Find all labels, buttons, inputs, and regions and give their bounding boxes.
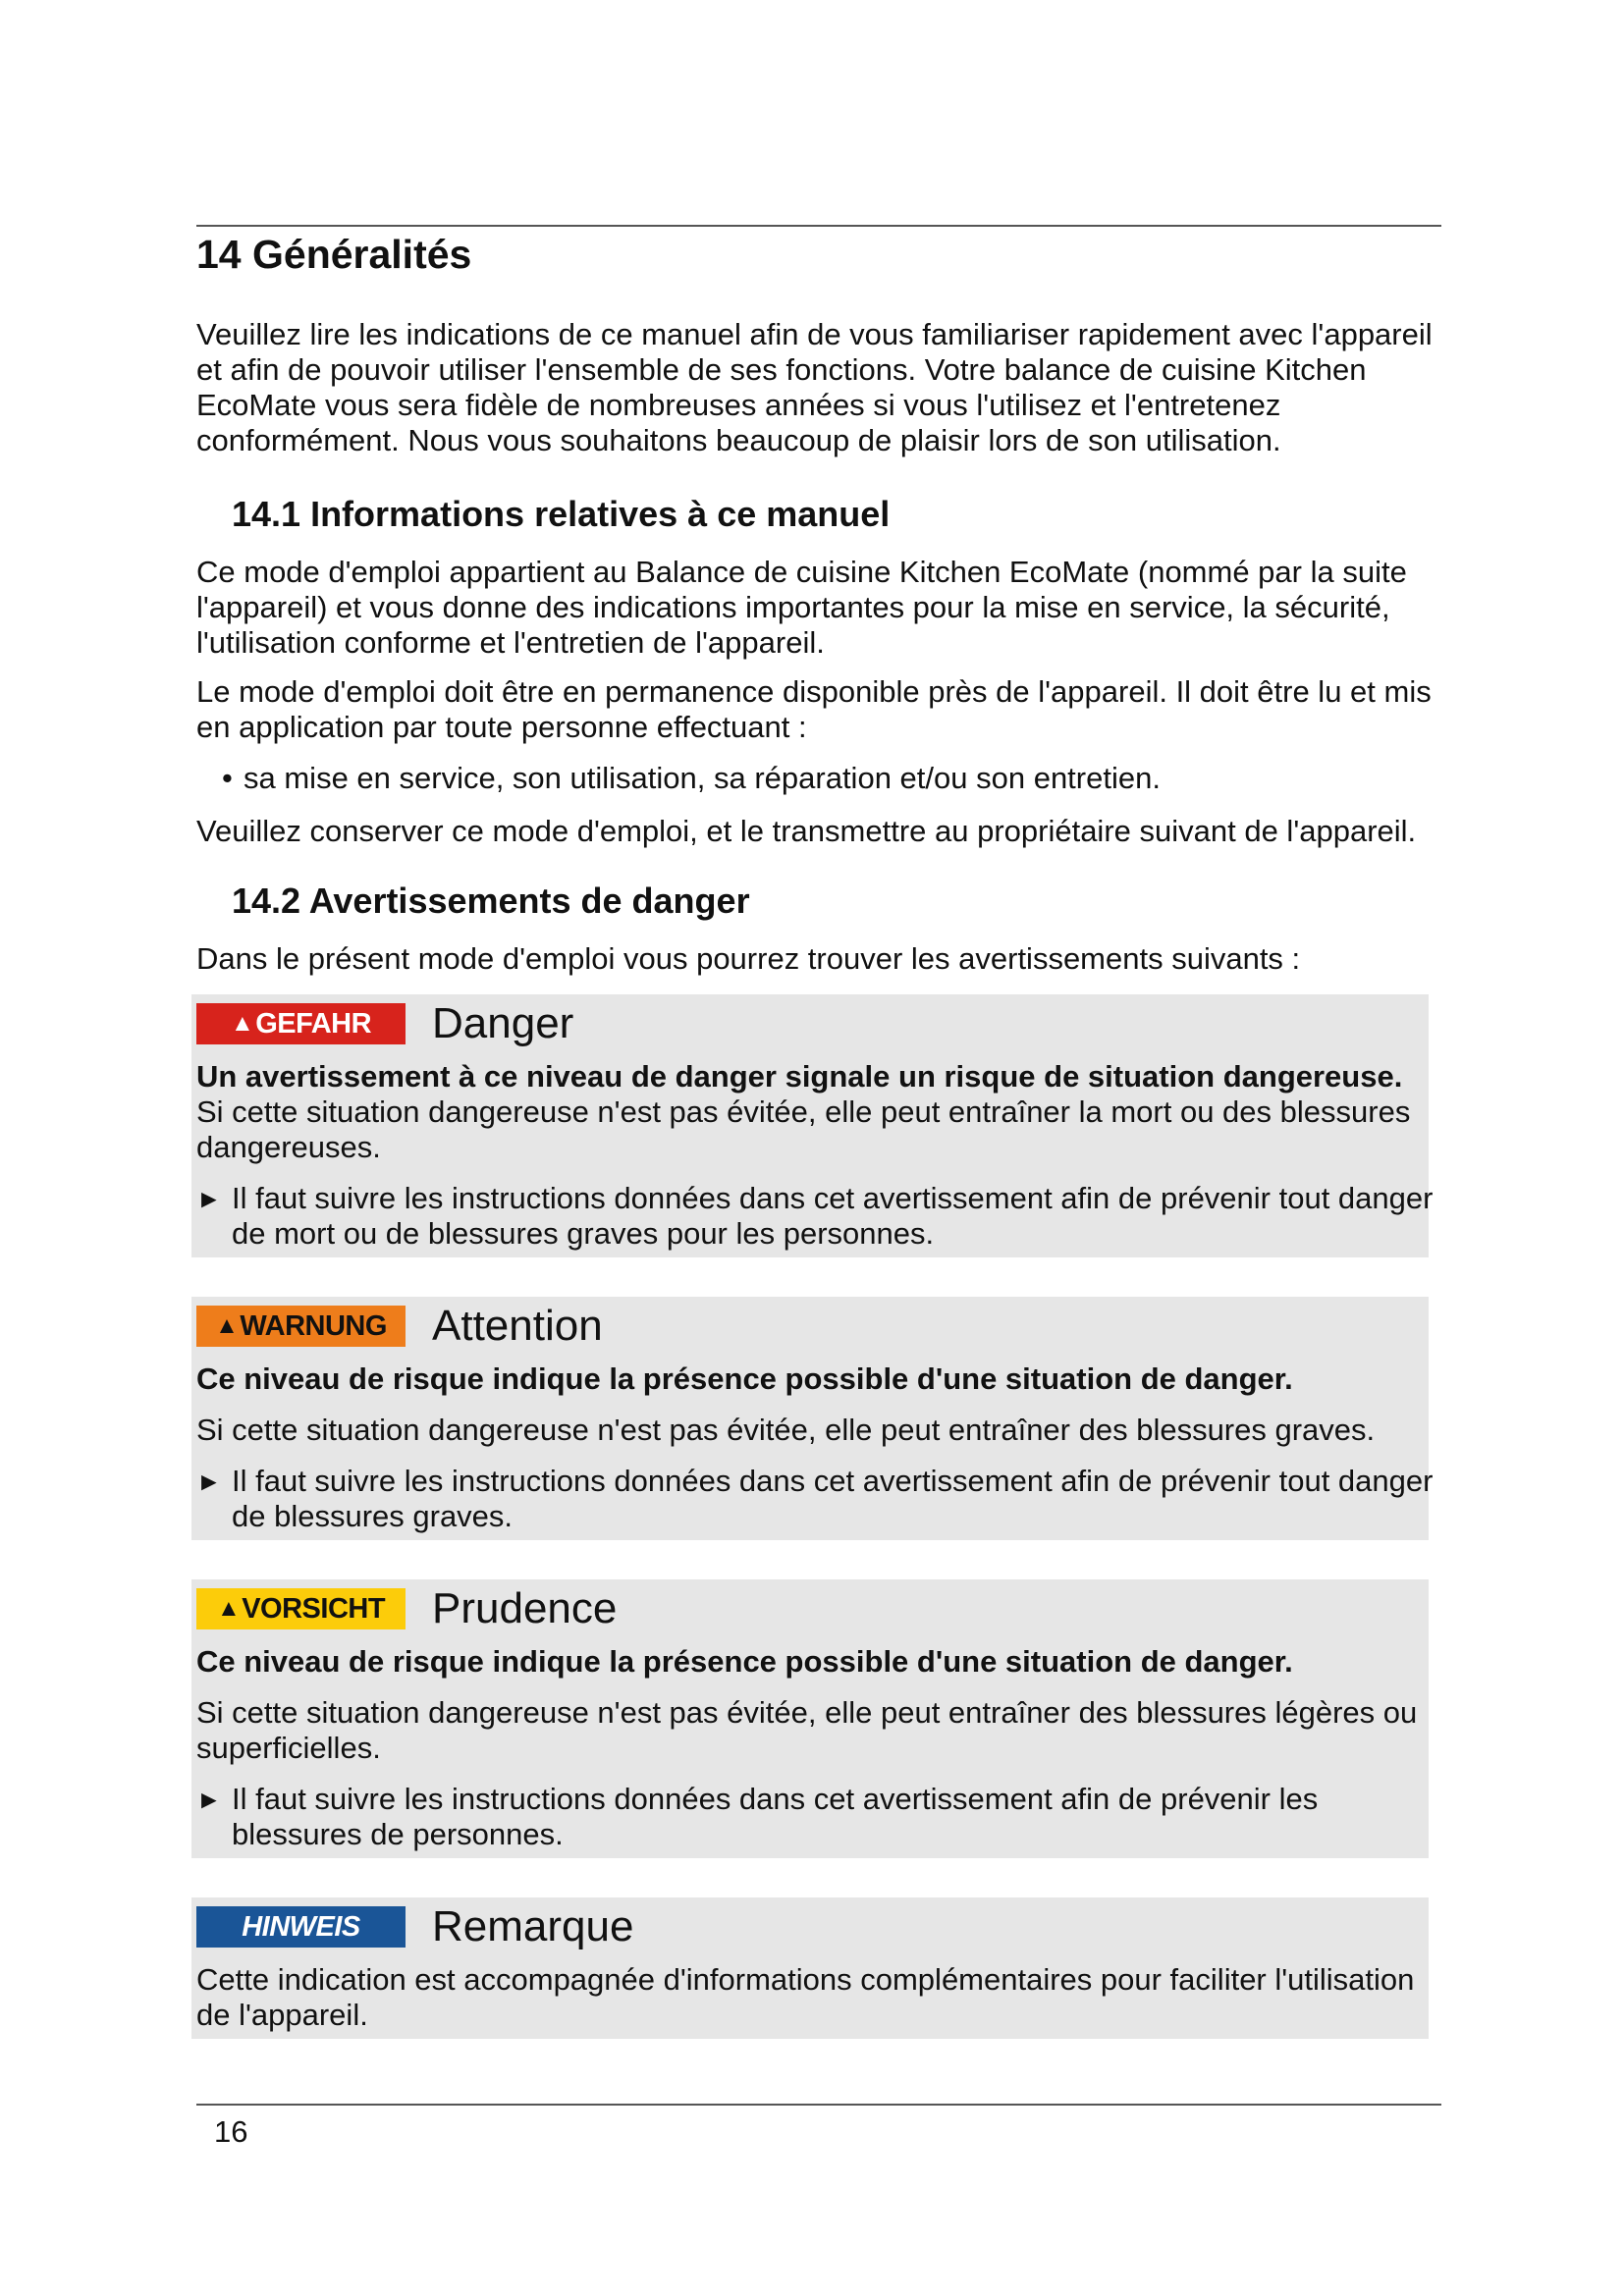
notice-badge: HINWEIS <box>196 1906 406 1948</box>
bullet-list <box>196 761 1441 796</box>
manual-paragraph-1: Ce mode d'emploi appartient au Balance de cuisine Kitchen EcoMate (nommé par la suite l'appareil) et vous donne des indications importantes pour la mise en service, la sécurité, l'utilisation conforme et l'entretien de l'appareil. <box>196 555 1407 660</box>
arrow-icon: ► <box>196 1184 222 1213</box>
warning-triangle-icon: ▲ <box>230 1010 254 1037</box>
notice-box <box>191 1897 1429 2039</box>
danger-badge: ▲ GEFAHR <box>196 1003 406 1044</box>
warning-title: Attention <box>432 1302 603 1350</box>
warning-triangle-icon: ▲ <box>216 1595 241 1622</box>
warning-badge: ▲ WARNUNG <box>196 1306 406 1347</box>
caution-description: Si cette situation dangereuse n'est pas évitée, elle peut entraîner des blessures légères ou superficielles. <box>196 1695 1418 1765</box>
page-content <box>196 232 1441 2039</box>
danger-description: Un avertissement à ce niveau de danger signale un risque de situation dangereuse. Si cette situation dangereuse n'est pas évitée, elle peut entraîner la mort ou des blessures dangereuses. <box>196 1059 1411 1164</box>
caution-title: Prudence <box>432 1584 618 1632</box>
chapter-title: 14 Généralités <box>196 232 472 277</box>
intro-paragraph: Veuillez lire les indications de ce manuel afin de vous familiariser rapidement avec l'appareil et afin de pouvoir utiliser l'ensemble de ses fonctions. Votre balance de cuisine Kitchen EcoMate vous sera fidèle de nombreuses années si vous l'utilisez et l'entretenez conformément. Nous vous souhaitons beaucoup de plaisir lors de son utilisation. <box>196 317 1433 457</box>
warnings-lead: Dans le présent mode d'emploi vous pourrez trouver les avertissements suivants : <box>196 941 1301 976</box>
header-rule <box>196 225 1441 227</box>
warning-box <box>191 1297 1434 1540</box>
section-heading-manual: 14.1 Informations relatives à ce manuel <box>232 494 891 534</box>
bullet-icon: • <box>222 761 233 795</box>
section-heading-warnings: 14.2 Avertissements de danger <box>232 881 750 921</box>
arrow-icon: ► <box>196 1467 222 1496</box>
page-number: 16 <box>214 2114 248 2149</box>
notice-title: Remarque <box>432 1902 634 1950</box>
caution-bold-text: Ce niveau de risque indique la présence possible d'une situation de danger. <box>196 1644 1293 1679</box>
manual-paragraph-2: Le mode d'emploi doit être en permanence disponible près de l'appareil. Il doit être lu et mis en application par toute personne effectuant : <box>196 674 1432 744</box>
caution-badge: ▲ VORSICHT <box>196 1588 406 1629</box>
danger-instruction: ► Il faut suivre les instructions données dans cet avertissement afin de prévenir tout danger de mort ou de blessures graves pour les personnes. <box>196 1181 1434 1251</box>
caution-box <box>191 1579 1429 1858</box>
list-item: • sa mise en service, son utilisation, sa réparation et/ou son entretien. <box>222 761 1161 795</box>
caution-instruction: ► Il faut suivre les instructions données dans cet avertissement afin de prévenir les blessures de personnes. <box>196 1782 1319 1851</box>
danger-title: Danger <box>432 999 574 1047</box>
notice-description: Cette indication est accompagnée d'informations complémentaires pour faciliter l'utilisation de l'appareil. <box>196 1962 1415 2032</box>
manual-paragraph-3: Veuillez conserver ce mode d'emploi, et le transmettre au propriétaire suivant de l'appareil. <box>196 814 1417 848</box>
warning-description: Si cette situation dangereuse n'est pas évitée, elle peut entraîner des blessures graves. <box>196 1413 1376 1447</box>
danger-box <box>191 994 1434 1257</box>
warning-instruction: ► Il faut suivre les instructions données dans cet avertissement afin de prévenir tout danger de blessures graves. <box>196 1464 1434 1533</box>
warning-bold-text: Ce niveau de risque indique la présence possible d'une situation de danger. <box>196 1362 1293 1396</box>
arrow-icon: ► <box>196 1785 222 1814</box>
warning-triangle-icon: ▲ <box>215 1312 239 1339</box>
footer-rule <box>196 2104 1441 2106</box>
